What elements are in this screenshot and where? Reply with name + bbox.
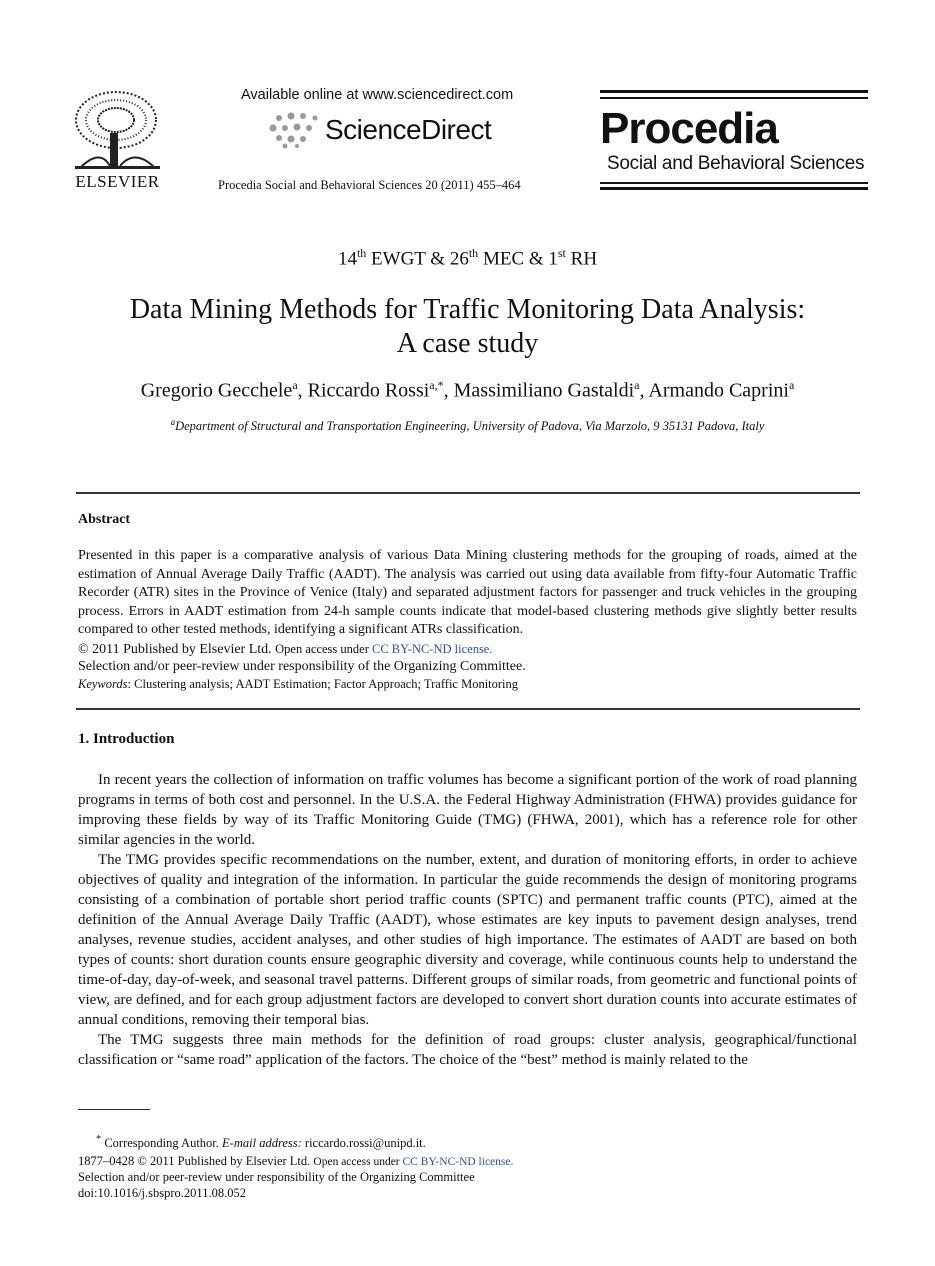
sciencedirect-wordmark: ScienceDirect (325, 114, 492, 145)
procedia-rule (600, 182, 868, 184)
sciencedirect-dots-icon (265, 110, 325, 150)
abstract-heading: Abstract (78, 512, 131, 527)
footnote-rule (78, 1109, 150, 1110)
affiliation: $^a$Department of Structural and Transportation Engineering, University of Padova, Via Marzolo, 9 35131 Padova, Italy (170, 417, 765, 434)
paper-title: Data Mining Methods for Traffic Monitoring Data Analysis: A case study (129, 294, 806, 359)
author: Riccardo Rossi (307, 379, 430, 402)
license-link[interactable]: CC BY-NC-ND license. (402, 1156, 514, 1168)
divider (76, 492, 860, 494)
peer-review-footnote: Selection and/or peer-review under responsibility of the Organizing Committee (78, 1170, 475, 1184)
author: Massimiliano Gastaldi (453, 379, 635, 402)
paragraph: The TMG provides specific recommendations on the number, extent, and duration of monitoring efforts, in order to achieve objectives of quality and integration of the information. In particular the guide recommends the design of monitoring programs consisting of a combination of portable short period traffic counts (SPTC) and permanent traffic counts (PTC), aimed at the definition of the Annual Average Daily Traffic (AADT), whose estimates are key inputs to pavement design analyses, trend analyses, revenue studies, accident analyses, and other studies of high importance. The estimates of AADT are based on both types of counts: short duration counts ensure geographic diversity and coverage, while continuous counts help to understand the time-of-day, day-of-week, and seasonal travel patterns. Different groups of similar roads, from geometric and functional points of view, are defined, and for each group adjustment factors are developed to convert short duration counts into accurate estimates of annual conditions, removing their temporal bias. (78, 852, 857, 1028)
procedia-rule (600, 90, 868, 93)
introduction-body (78, 770, 857, 1070)
section-heading: 1. Introduction (78, 731, 175, 747)
author-list: Gregorio Gecchele$^a$, Riccardo Rossi$^{a,*}$, Massimiliano Gastaldi$^a$, Armando Caprini$^a$ (140, 378, 795, 402)
journal-citation: Procedia Social and Behavioral Sciences 20 (2011) 455–464 (218, 178, 521, 192)
corresponding-author-note: * Corresponding Author. E-mail address: riccardo.rossi@unipd.it. (96, 1134, 426, 1151)
doi-line[interactable]: doi:10.1016/j.sbspro.2011.08.052 (78, 1186, 246, 1200)
procedia-rule (600, 97, 868, 99)
paragraph: In recent years the collection of information on traffic volumes has become a significant portion of the work of road planning programs in terms of both cost and personnel. In the U.S.A. the Federal Highway Administration (FHWA) provides guidance for improving these fields by way of its Traffic Monitoring Guide (TMG) (FHWA, 2001), which has a reference role for other similar agencies in the world. (78, 772, 857, 848)
procedia-wordmark: Procedia (600, 104, 778, 153)
keywords-line: Keywords: Clustering analysis; AADT Estimation; Factor Approach; Traffic Monitoring (78, 677, 519, 691)
peer-review-line: Selection and/or peer-review under responsibility of the Organizing Committee. (78, 659, 526, 674)
conference-line: 14th EWGT & 26th MEC & 1st RH (337, 246, 598, 270)
available-online-text[interactable]: Available online at www.sciencedirect.com (241, 87, 514, 103)
author: Gregorio Gecchele (140, 379, 293, 402)
issn-line: 1877–0428 © 2011 Published by Elsevier Ltd. Open access under CC BY-NC-ND license. (78, 1154, 514, 1168)
paragraph: The TMG suggests three main methods for the definition of road groups: cluster analysis, geographical/functional classification or “same road” application of the factors. The choice of the “best” method is mainly related to the (78, 1032, 857, 1068)
elsevier-wordmark: ELSEVIER (75, 172, 160, 191)
procedia-subtitle: Social and Behavioral Sciences (607, 153, 865, 174)
copyright-line: © 2011 Published by Elsevier Ltd. Open access under CC BY-NC-ND license. (78, 642, 493, 657)
license-link[interactable]: CC BY-NC-ND license. (372, 642, 493, 656)
procedia-rule (600, 187, 868, 190)
divider (76, 708, 860, 710)
author: Armando Caprini (648, 379, 789, 402)
abstract-text: Presented in this paper is a comparative analysis of various Data Mining clustering methods for the grouping of roads, aimed at the estimation of Annual Average Daily Traffic (AADT). The analysis was carried out using data available from fifty-four Automatic Traffic Recorder (ATR) sites in the Province of Venice (Italy) and separated adjustment factors for passenger and truck vehicles in the grouping process. Errors in AADT estimation from 24-h sample counts indicate that model-based clustering methods give slightly better results compared to other tested methods, identifying a significant ATRs classification. (78, 548, 857, 637)
